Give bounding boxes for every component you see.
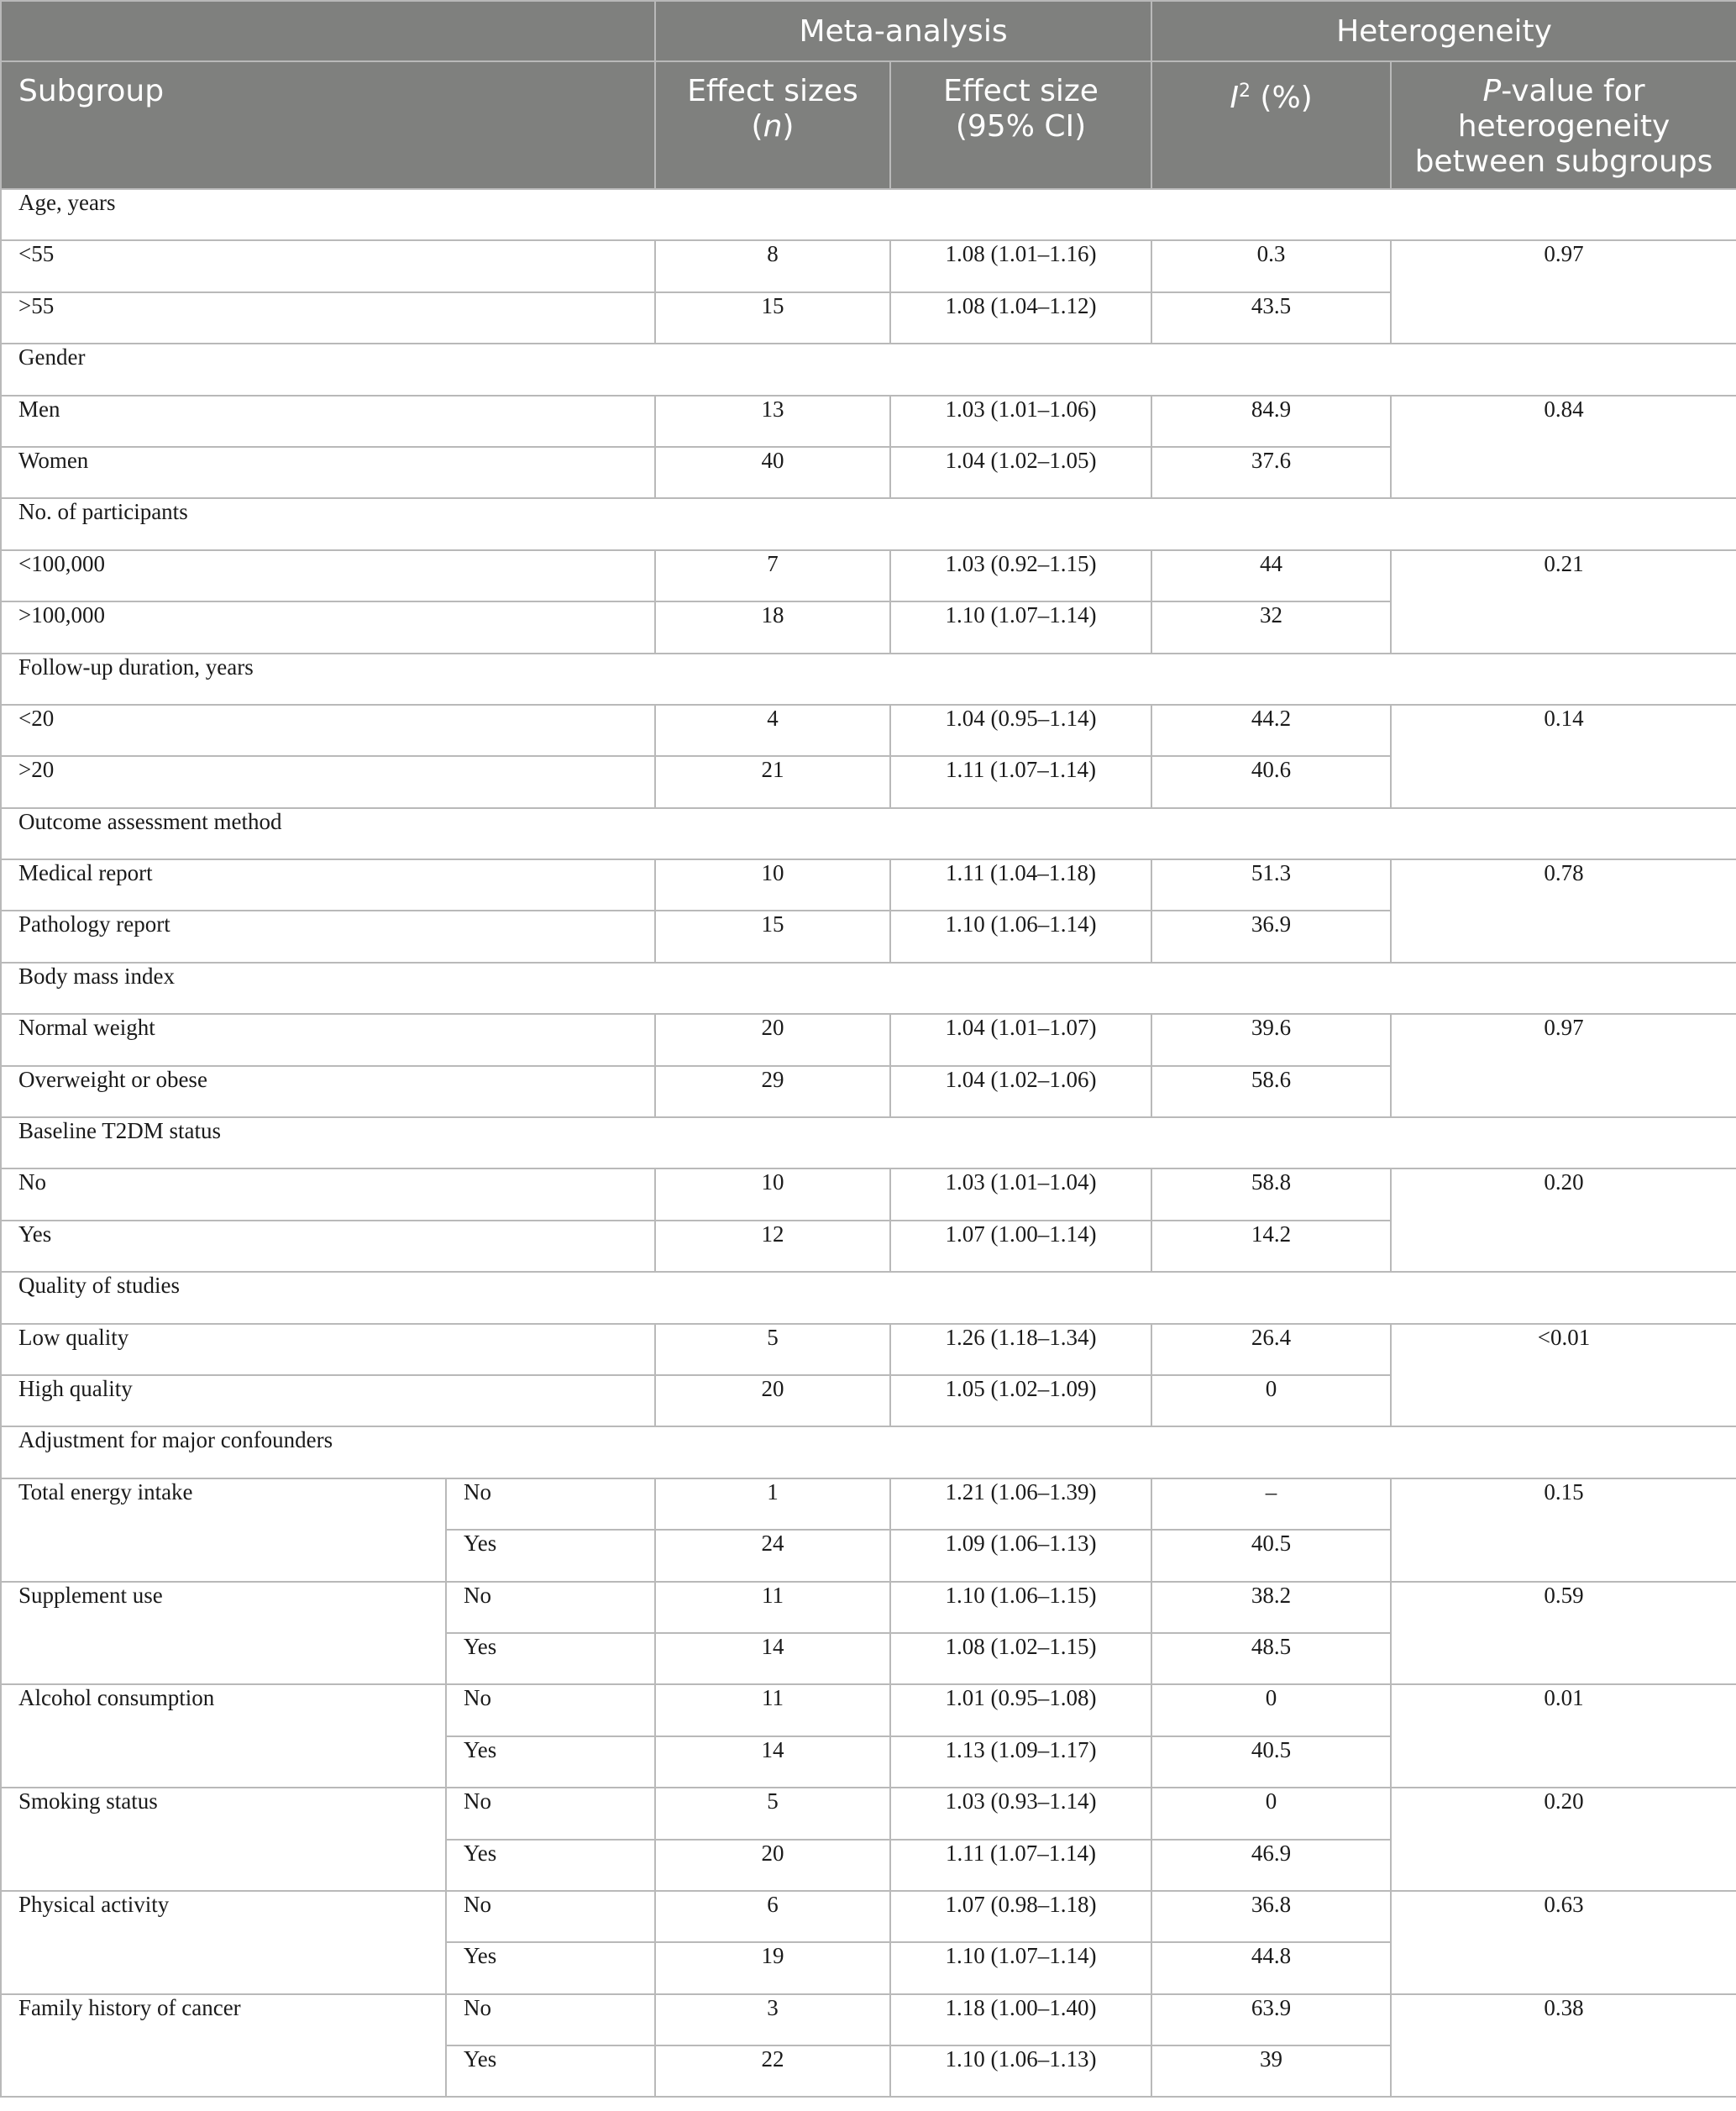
effect-size-ci-cell: 1.04 (1.02–1.06) [890, 1066, 1151, 1117]
confounder-option: No [446, 1478, 655, 1530]
effect-size-ci-cell: 1.04 (1.01–1.07) [890, 1014, 1151, 1065]
subgroup-label: Pathology report [1, 911, 655, 962]
i-squared-cell: 84.9 [1151, 396, 1391, 447]
confounder-label: Family history of cancer [1, 1994, 446, 2098]
i-squared-cell: 0.3 [1151, 240, 1391, 291]
i-squared-cell: 58.6 [1151, 1066, 1391, 1117]
header-i-letter: I [1230, 81, 1239, 115]
header-meta-analysis: Meta-analysis [655, 1, 1151, 61]
effect-sizes-cell: 18 [655, 601, 890, 653]
table-header [1, 1, 1736, 189]
effect-size-ci-cell: 1.13 (1.09–1.17) [890, 1736, 1151, 1788]
table-row [1, 1168, 1736, 1220]
table-body [1, 189, 1736, 2097]
effect-size-ci-cell: 1.05 (1.02–1.09) [890, 1375, 1151, 1426]
subgroup-label: <100,000 [1, 550, 655, 601]
table-row [1, 1014, 1736, 1065]
subgroup-label: Women [1, 447, 655, 498]
effect-size-ci-cell: 1.10 (1.06–1.15) [890, 1582, 1151, 1633]
subgroup-label: Normal weight [1, 1014, 655, 1065]
subgroup-label: No [1, 1168, 655, 1220]
header-subgroup: Subgroup [1, 61, 655, 189]
effect-sizes-cell: 21 [655, 756, 890, 807]
effect-size-ci-cell: 1.08 (1.01–1.16) [890, 240, 1151, 291]
i-squared-cell: 39.6 [1151, 1014, 1391, 1065]
effect-sizes-cell: 4 [655, 705, 890, 756]
effect-sizes-cell: 6 [655, 1891, 890, 1942]
effect-size-ci-cell: 1.11 (1.04–1.18) [890, 859, 1151, 911]
i-squared-cell: 0 [1151, 1684, 1391, 1736]
table-row [1, 1582, 1736, 1633]
group-header-row [1, 1426, 1736, 1478]
effect-sizes-cell: 13 [655, 396, 890, 447]
header-p-rest: -value for heterogeneity between subgroups [1414, 74, 1713, 179]
p-value-cell: 0.97 [1391, 240, 1736, 344]
i-squared-cell: 40.5 [1151, 1736, 1391, 1788]
p-value-cell: <0.01 [1391, 1324, 1736, 1427]
group-title: Baseline T2DM status [1, 1117, 1736, 1168]
p-value-cell: 0.78 [1391, 859, 1736, 963]
header-effect-sizes-label: Effect sizes [687, 74, 858, 108]
header-i-rest: (%) [1250, 81, 1313, 115]
i-squared-cell: 46.9 [1151, 1840, 1391, 1891]
effect-sizes-cell: 20 [655, 1375, 890, 1426]
p-value-cell: 0.21 [1391, 550, 1736, 654]
table-row [1, 1478, 1736, 1530]
p-value-cell: 0.38 [1391, 1994, 1736, 2098]
i-squared-cell: 44.2 [1151, 705, 1391, 756]
group-header-row [1, 1272, 1736, 1323]
effect-size-ci-cell: 1.21 (1.06–1.39) [890, 1478, 1151, 1530]
effect-sizes-cell: 29 [655, 1066, 890, 1117]
table-row [1, 1324, 1736, 1375]
effect-size-ci-cell: 1.26 (1.18–1.34) [890, 1324, 1151, 1375]
i-squared-cell: 44 [1151, 550, 1391, 601]
group-title: Body mass index [1, 963, 1736, 1014]
i-squared-cell: 14.2 [1151, 1221, 1391, 1272]
i-squared-cell: 63.9 [1151, 1994, 1391, 2045]
effect-sizes-cell: 8 [655, 240, 890, 291]
effect-size-ci-cell: 1.10 (1.06–1.14) [890, 911, 1151, 962]
table-row [1, 705, 1736, 756]
effect-size-ci-cell: 1.08 (1.04–1.12) [890, 292, 1151, 344]
subgroup-label: High quality [1, 1375, 655, 1426]
effect-size-ci-cell: 1.07 (1.00–1.14) [890, 1221, 1151, 1272]
confounder-option: Yes [446, 2045, 655, 2097]
group-header-row [1, 498, 1736, 549]
p-value-cell: 0.59 [1391, 1582, 1736, 1685]
header-i-squared [1151, 61, 1391, 189]
effect-size-ci-cell: 1.08 (1.02–1.15) [890, 1633, 1151, 1684]
i-squared-cell: 40.5 [1151, 1530, 1391, 1581]
effect-sizes-cell: 40 [655, 447, 890, 498]
subgroup-label: Yes [1, 1221, 655, 1272]
header-p-value [1391, 61, 1736, 189]
i-squared-cell: 32 [1151, 601, 1391, 653]
i-squared-cell: 44.8 [1151, 1942, 1391, 1993]
effect-sizes-cell: 1 [655, 1478, 890, 1530]
i-squared-cell: 26.4 [1151, 1324, 1391, 1375]
confounder-label: Physical activity [1, 1891, 446, 1994]
header-effect-sizes-n: n [763, 109, 783, 144]
table-row [1, 1788, 1736, 1839]
i-squared-cell: 58.8 [1151, 1168, 1391, 1220]
subgroup-label: <20 [1, 705, 655, 756]
effect-sizes-cell: 5 [655, 1788, 890, 1839]
confounder-option: Yes [446, 1633, 655, 1684]
group-title: Quality of studies [1, 1272, 1736, 1323]
header-effect-size-ci: Effect size (95% CI) [890, 61, 1151, 189]
i-squared-cell: 51.3 [1151, 859, 1391, 911]
subgroup-label: >20 [1, 756, 655, 807]
p-value-cell: 0.20 [1391, 1168, 1736, 1272]
effect-size-ci-cell: 1.03 (1.01–1.04) [890, 1168, 1151, 1220]
i-squared-cell: 36.8 [1151, 1891, 1391, 1942]
group-header-row [1, 654, 1736, 705]
header-effect-sizes: Effect sizes (n) [655, 61, 890, 189]
confounder-option: No [446, 1994, 655, 2045]
i-squared-cell: – [1151, 1478, 1391, 1530]
effect-size-ci-cell: 1.01 (0.95–1.08) [890, 1684, 1151, 1736]
p-value-cell: 0.63 [1391, 1891, 1736, 1994]
i-squared-cell: 38.2 [1151, 1582, 1391, 1633]
effect-size-ci-cell: 1.03 (0.93–1.14) [890, 1788, 1151, 1839]
confounder-label: Alcohol consumption [1, 1684, 446, 1788]
p-value-cell: 0.14 [1391, 705, 1736, 808]
i-squared-cell: 43.5 [1151, 292, 1391, 344]
table-row [1, 1994, 1736, 2045]
i-squared-cell: 39 [1151, 2045, 1391, 2097]
confounder-option: Yes [446, 1942, 655, 1993]
header-i-sup: 2 [1238, 81, 1251, 102]
subgroup-label: Men [1, 396, 655, 447]
p-value-cell: 0.20 [1391, 1788, 1736, 1891]
p-value-cell: 0.15 [1391, 1478, 1736, 1582]
confounder-option: Yes [446, 1840, 655, 1891]
group-title: Follow-up duration, years [1, 654, 1736, 705]
table-row [1, 240, 1736, 291]
effect-sizes-cell: 15 [655, 911, 890, 962]
confounder-option: Yes [446, 1736, 655, 1788]
group-title: Outcome assessment method [1, 808, 1736, 859]
group-header-row [1, 344, 1736, 395]
confounder-option: No [446, 1582, 655, 1633]
header-heterogeneity: Heterogeneity [1151, 1, 1736, 61]
subgroup-label: >55 [1, 292, 655, 344]
confounder-option: No [446, 1684, 655, 1736]
p-value-cell: 0.97 [1391, 1014, 1736, 1117]
effect-sizes-cell: 20 [655, 1840, 890, 1891]
effect-sizes-cell: 19 [655, 1942, 890, 1993]
confounder-option: No [446, 1891, 655, 1942]
group-header-row [1, 1117, 1736, 1168]
table-row [1, 396, 1736, 447]
p-value-cell: 0.84 [1391, 396, 1736, 499]
group-header-row [1, 963, 1736, 1014]
effect-size-ci-cell: 1.04 (1.02–1.05) [890, 447, 1151, 498]
subgroup-label: Medical report [1, 859, 655, 911]
effect-sizes-cell: 20 [655, 1014, 890, 1065]
confounder-option: Yes [446, 1530, 655, 1581]
group-title: No. of participants [1, 498, 1736, 549]
table-row [1, 1684, 1736, 1736]
table-row [1, 550, 1736, 601]
effect-sizes-cell: 12 [655, 1221, 890, 1272]
confounder-label: Smoking status [1, 1788, 446, 1891]
effect-size-ci-cell: 1.04 (0.95–1.14) [890, 705, 1151, 756]
confounder-label: Total energy intake [1, 1478, 446, 1582]
effect-sizes-cell: 14 [655, 1633, 890, 1684]
i-squared-cell: 0 [1151, 1788, 1391, 1839]
group-title: Gender [1, 344, 1736, 395]
header-blank [1, 1, 655, 61]
confounder-option: No [446, 1788, 655, 1839]
table-row [1, 859, 1736, 911]
effect-size-ci-cell: 1.10 (1.06–1.13) [890, 2045, 1151, 2097]
effect-size-ci-cell: 1.11 (1.07–1.14) [890, 756, 1151, 807]
effect-sizes-cell: 7 [655, 550, 890, 601]
effect-sizes-cell: 22 [655, 2045, 890, 2097]
subgroup-label: Overweight or obese [1, 1066, 655, 1117]
p-value-cell: 0.01 [1391, 1684, 1736, 1788]
effect-size-ci-cell: 1.10 (1.07–1.14) [890, 601, 1151, 653]
effect-size-ci-cell: 1.18 (1.00–1.40) [890, 1994, 1151, 2045]
effect-size-ci-cell: 1.03 (0.92–1.15) [890, 550, 1151, 601]
effect-sizes-cell: 11 [655, 1684, 890, 1736]
subgroup-label: <55 [1, 240, 655, 291]
effect-size-ci-cell: 1.09 (1.06–1.13) [890, 1530, 1151, 1581]
effect-sizes-cell: 5 [655, 1324, 890, 1375]
i-squared-cell: 48.5 [1151, 1633, 1391, 1684]
effect-sizes-cell: 15 [655, 292, 890, 344]
group-header-row [1, 189, 1736, 240]
i-squared-cell: 37.6 [1151, 447, 1391, 498]
effect-size-ci-cell: 1.11 (1.07–1.14) [890, 1840, 1151, 1891]
effect-sizes-cell: 3 [655, 1994, 890, 2045]
group-header-row [1, 808, 1736, 859]
effect-sizes-cell: 10 [655, 859, 890, 911]
effect-size-ci-cell: 1.07 (0.98–1.18) [890, 1891, 1151, 1942]
subgroup-label: Low quality [1, 1324, 655, 1375]
effect-sizes-cell: 24 [655, 1530, 890, 1581]
effect-size-ci-cell: 1.03 (1.01–1.06) [890, 396, 1151, 447]
group-title: Age, years [1, 189, 1736, 240]
effect-sizes-cell: 11 [655, 1582, 890, 1633]
header-p-letter: P [1482, 74, 1502, 108]
i-squared-cell: 40.6 [1151, 756, 1391, 807]
confounder-label: Supplement use [1, 1582, 446, 1685]
table-row [1, 1891, 1736, 1942]
effect-sizes-cell: 14 [655, 1736, 890, 1788]
group-title: Adjustment for major confounders [1, 1426, 1736, 1478]
effect-sizes-cell: 10 [655, 1168, 890, 1220]
i-squared-cell: 0 [1151, 1375, 1391, 1426]
subgroup-label: >100,000 [1, 601, 655, 653]
effect-size-ci-cell: 1.10 (1.07–1.14) [890, 1942, 1151, 1993]
i-squared-cell: 36.9 [1151, 911, 1391, 962]
